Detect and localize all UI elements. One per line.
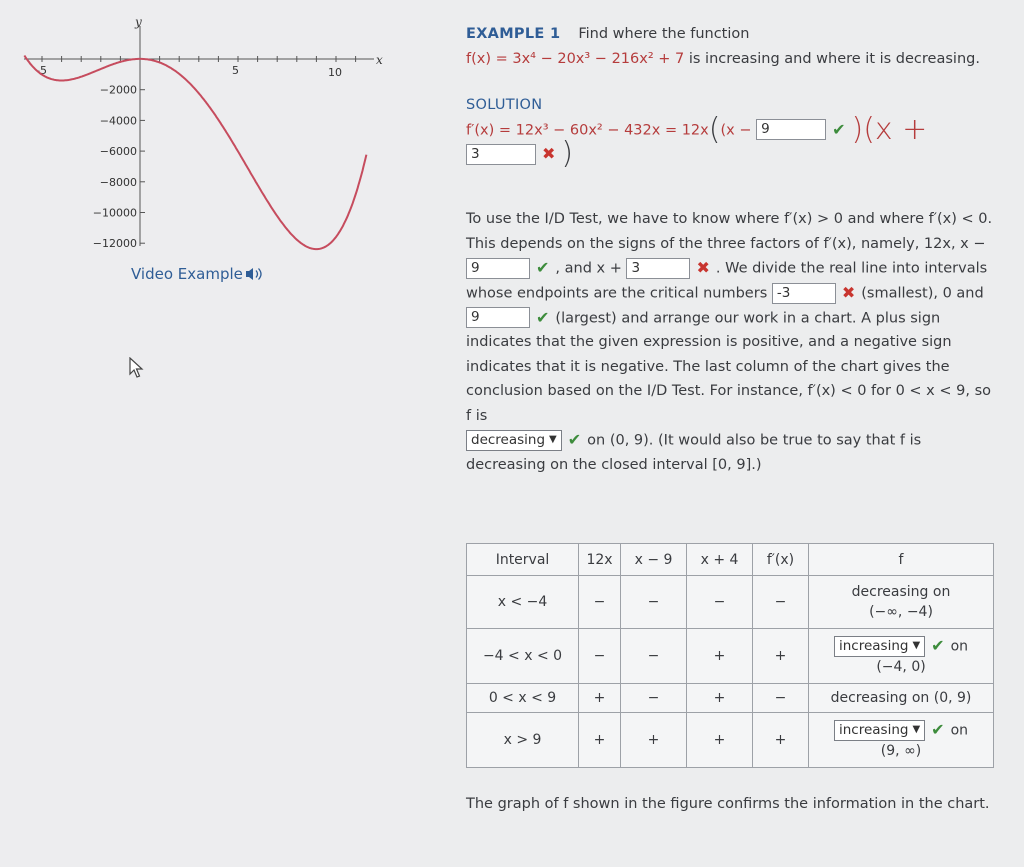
left-pane (0, 0, 420, 867)
function-expression: f(x) = 3x⁴ − 20x³ − 216x² + 7 (466, 50, 685, 67)
factor2-open: )(x + (851, 111, 928, 147)
table-row (467, 683, 994, 713)
problem-content (466, 22, 996, 478)
sign-cell: − (579, 576, 621, 629)
y-tick-label: −10000 (92, 206, 137, 220)
para-text-3: . We divide the real line into intervals whose endpoints are the critical numbers (466, 260, 988, 301)
smallest-critical-input[interactable]: -3 (772, 283, 836, 304)
conclusion-range: (9, ∞) (880, 742, 922, 759)
conclusion-text: decreasing on (851, 584, 951, 601)
mouse-cursor-icon (128, 357, 146, 379)
x-axis-label: x (376, 53, 383, 67)
factor-box-x-plus[interactable]: 3 (626, 258, 690, 279)
header-fprime: f′(x) (753, 544, 809, 576)
solution-label: SOLUTION (466, 97, 543, 113)
conclusion-on: on (950, 638, 969, 655)
correct-check-icon: ✔ (536, 258, 550, 277)
sign-cell: − (753, 683, 809, 713)
sign-cell: − (687, 576, 753, 629)
para-text-1: To use the I/D Test, we have to know where f′(x) > 0 and where f′(x) < 0. This depends on the signs of the three factors of f′(x), namely, 12x, x − (466, 211, 993, 252)
y-tick-label: −2000 (99, 83, 137, 97)
conclusion-line (813, 720, 989, 741)
derivative-line (466, 111, 996, 147)
explanation-paragraph (466, 207, 996, 478)
correct-check-icon: ✔ (567, 430, 582, 450)
factor1-open: (x − (720, 121, 757, 138)
interval-cell: 0 < x < 9 (467, 683, 579, 713)
interval-cell: x < −4 (467, 576, 579, 629)
table-row (467, 629, 994, 684)
factor1-input[interactable]: 9 (756, 119, 826, 140)
sign-cell: − (621, 576, 687, 629)
sign-cell: + (579, 683, 621, 713)
correct-check-icon: ✔ (931, 636, 945, 656)
y-tick-label: −8000 (99, 175, 137, 189)
close-paren: ) (561, 136, 574, 172)
conclusion-cell (809, 576, 994, 629)
sign-cell: + (687, 629, 753, 684)
correct-check-icon: ✔ (832, 119, 846, 139)
conclusion-cell (809, 629, 994, 684)
chevron-down-icon: ▼ (549, 434, 557, 446)
conclusion-cell (809, 713, 994, 768)
header-x-plus-4: x + 4 (687, 544, 753, 576)
x-tick-label-neg5: -5 (36, 64, 47, 77)
conclusion-range: (−4, 0) (876, 658, 926, 675)
video-example-link[interactable] (131, 265, 263, 283)
sign-cell: − (579, 629, 621, 684)
open-paren: ( (708, 111, 721, 147)
para-text-4: (smallest), 0 and (861, 285, 984, 301)
incorrect-x-icon: ✖ (841, 282, 856, 302)
y-tick-label: −12000 (92, 237, 137, 251)
table-row (467, 576, 994, 629)
header-12x: 12x (579, 544, 621, 576)
para-text-6: on (0, 9). (It would also be true to say that f is decreasing on the closed interval [0, 9].) (466, 432, 922, 473)
conclusion-paragraph: The graph of f shown in the figure confirms the information in the chart. (466, 796, 990, 812)
x-tick-label-10: 10 (328, 66, 342, 79)
sign-cell: + (687, 713, 753, 768)
chevron-down-icon: ▼ (912, 640, 921, 652)
conclusion-select-value: increasing (838, 638, 909, 655)
header-f: f (809, 544, 994, 576)
y-tick-label: −4000 (99, 114, 137, 128)
y-tick-label: −6000 (99, 145, 137, 159)
sign-cell: − (621, 629, 687, 684)
factor-box-x-minus[interactable]: 9 (466, 258, 530, 279)
video-example-label: Video Example (131, 265, 243, 283)
correct-check-icon: ✔ (931, 720, 945, 740)
example-statement (466, 47, 996, 72)
sign-cell: + (579, 713, 621, 768)
interval-cell: x > 9 (467, 713, 579, 768)
conclusion-select[interactable] (834, 720, 925, 741)
x-tick-label-5: 5 (232, 64, 239, 77)
function-curve (24, 56, 366, 250)
sign-cell: − (621, 683, 687, 713)
conclusion-cell: decreasing on (0, 9) (809, 683, 994, 713)
sign-cell: − (753, 576, 809, 629)
function-graph (22, 14, 402, 266)
sign-cell: + (621, 713, 687, 768)
conclusion-on: on (950, 722, 969, 739)
sign-cell: + (687, 683, 753, 713)
conclusion-line (813, 636, 989, 657)
header-x-minus-9: x − 9 (621, 544, 687, 576)
correct-check-icon: ✔ (536, 307, 550, 327)
speaker-icon (245, 266, 263, 282)
incorrect-x-icon: ✖ (542, 144, 556, 164)
example-prompt: Find where the function (578, 26, 750, 42)
sign-cell: + (753, 713, 809, 768)
largest-critical-input[interactable]: 9 (466, 307, 530, 328)
derivative-expression: f′(x) = 12x³ − 60x² − 432x = 12x (466, 121, 709, 138)
conclusion-select-value: increasing (838, 722, 909, 739)
table-row (467, 713, 994, 768)
y-axis-label: y (135, 15, 142, 29)
header-interval: Interval (467, 544, 579, 576)
chevron-down-icon: ▼ (912, 724, 921, 736)
para-text-5: (largest) and arrange our work in a chart. A plus sign indicates that the given expression is positive, and a negative sign indicates that it is negative. The last column of the chart gives the conclusion based on the I/D Test. For instance, f′(x) < 0 for 0 < x < 9, so f is (466, 309, 992, 424)
conclusion-select[interactable] (834, 636, 925, 657)
example-prompt-rest: is increasing and where it is decreasing. (684, 50, 980, 67)
sign-chart (466, 543, 994, 768)
example-label: EXAMPLE 1 (466, 26, 561, 42)
sign-cell: + (753, 629, 809, 684)
chart-header-row (467, 544, 994, 576)
behavior-select[interactable] (466, 430, 562, 451)
incorrect-x-icon: ✖ (696, 258, 710, 277)
para-text-2: , and x + (555, 260, 627, 277)
behavior-select-value: decreasing (471, 432, 546, 449)
example-header (466, 22, 996, 47)
factor2-input[interactable]: 3 (466, 144, 536, 165)
conclusion-range: (−∞, −4) (869, 604, 933, 621)
interval-cell: −4 < x < 0 (467, 629, 579, 684)
